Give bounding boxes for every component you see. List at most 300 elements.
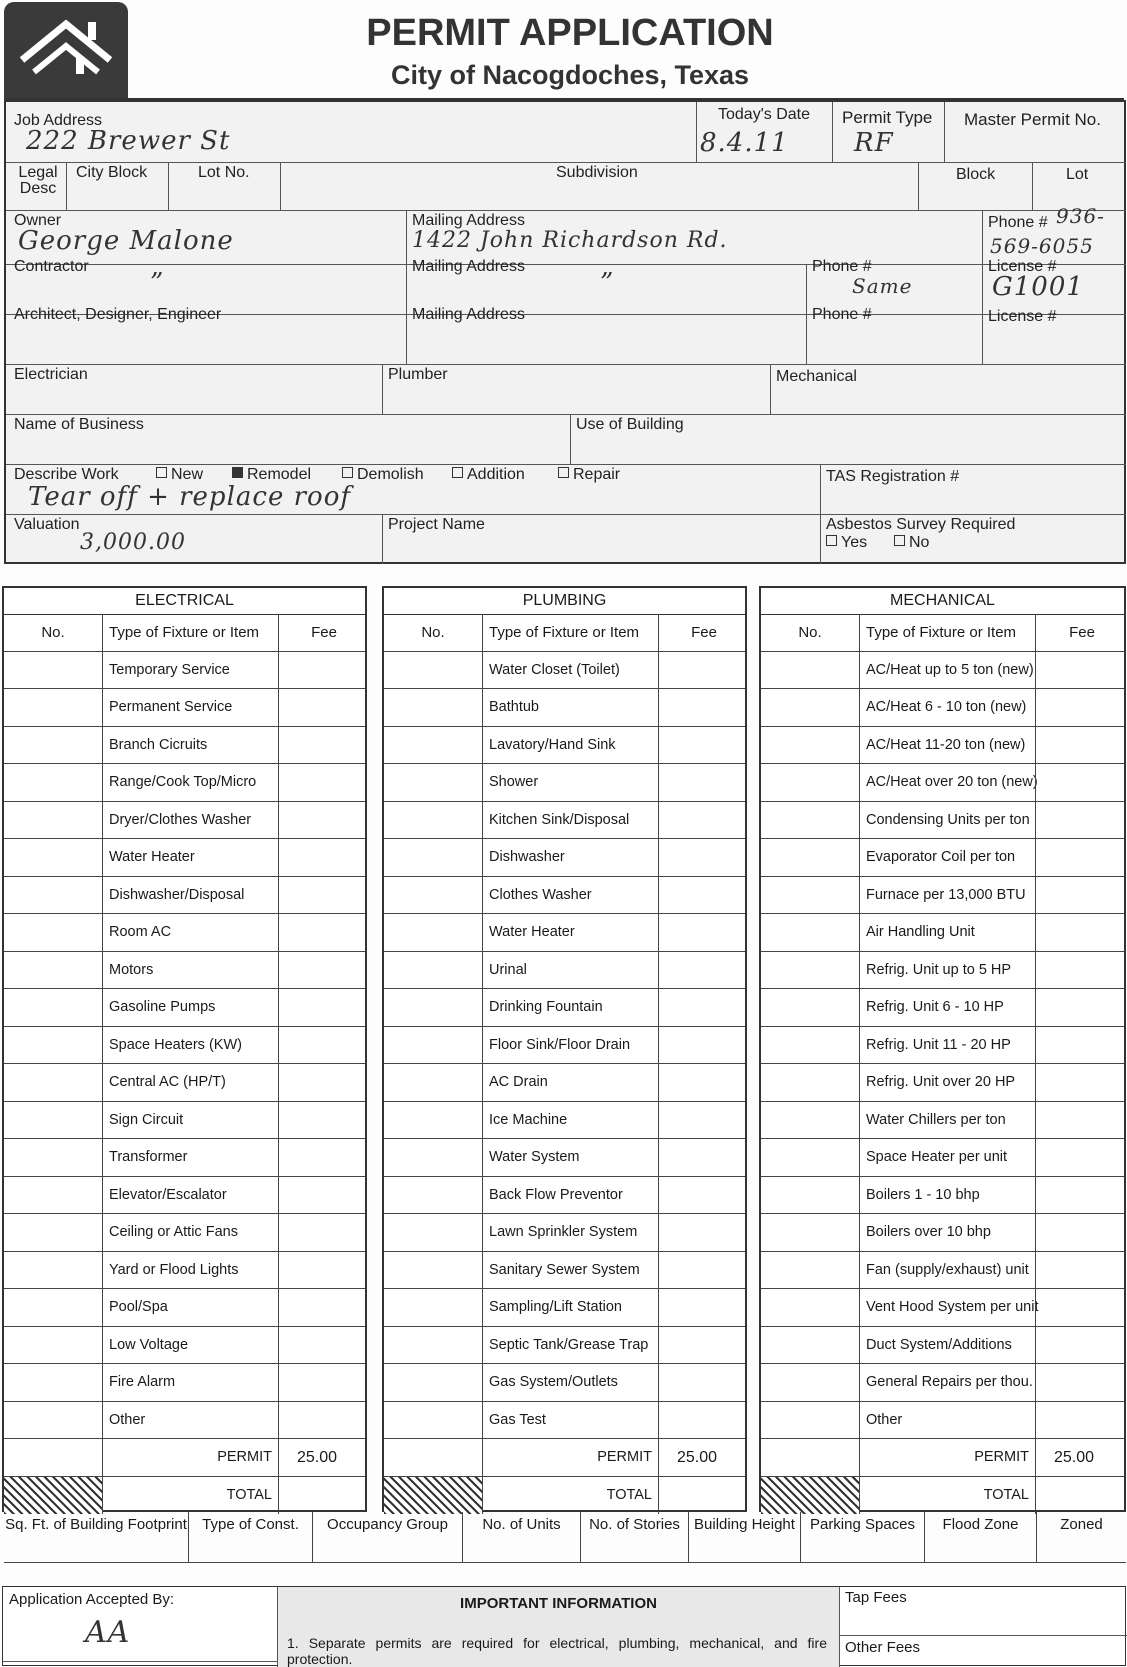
mechanical-fee-cell[interactable] <box>1035 1102 1127 1139</box>
plumbing-item-label: Sanitary Sewer System <box>482 1252 658 1289</box>
asbestos-label: Asbestos Survey Required <box>826 516 1016 533</box>
electrical-permit-fee[interactable]: 25.00 <box>278 1439 369 1476</box>
mechanical-fee-cell[interactable] <box>1035 1402 1127 1439</box>
electrical-fee-cell[interactable] <box>278 1177 369 1214</box>
page-title: PERMIT APPLICATION <box>366 12 774 54</box>
electrical-qty-cell[interactable] <box>4 689 102 726</box>
table-row <box>384 1214 745 1252</box>
mechanical-item-label: Refrig. Unit 11 - 20 HP <box>859 1027 1035 1064</box>
electrical-total-fee[interactable] <box>278 1477 369 1515</box>
table-row <box>4 727 365 765</box>
table-row <box>384 689 745 727</box>
mechanical-permit-fee[interactable]: 25.00 <box>1035 1439 1127 1476</box>
electrical-item-label: Central AC (HP/T) <box>102 1064 278 1101</box>
plumbing-item-label: Sampling/Lift Station <box>482 1289 658 1326</box>
tas-registration-label: TAS Registration # <box>826 468 960 485</box>
plumbing-fee-cell[interactable] <box>658 1289 749 1326</box>
building-info-field[interactable]: Occupancy Group <box>312 1512 462 1562</box>
mechanical-qty-cell[interactable] <box>761 652 859 689</box>
table-row <box>761 1402 1124 1440</box>
building-info-field[interactable]: Zoned <box>1036 1512 1126 1562</box>
plumbing-qty-cell[interactable] <box>384 1289 482 1326</box>
table-row <box>384 1327 745 1365</box>
permit-type-label: Permit Type <box>842 108 933 127</box>
mechanical-qty-cell[interactable] <box>761 839 859 876</box>
building-info-field[interactable]: Parking Spaces <box>800 1512 924 1562</box>
table-row <box>384 1364 745 1402</box>
table-row <box>4 764 365 802</box>
plumbing-qty-cell[interactable] <box>384 727 482 764</box>
mechanical-item-label: Furnace per 13,000 BTU <box>859 877 1035 914</box>
electrical-qty-cell[interactable] <box>4 1402 102 1439</box>
contractor-license-label: License # <box>988 258 1057 275</box>
plumbing-fee-cell[interactable] <box>658 1102 749 1139</box>
table-row <box>761 839 1124 877</box>
mechanical-qty-cell[interactable] <box>761 952 859 989</box>
table-row <box>384 614 745 652</box>
mechanical-item-label: Fan (supply/exhaust) unit <box>859 1252 1035 1289</box>
table-row <box>4 689 365 727</box>
electrical-qty-cell[interactable] <box>4 952 102 989</box>
plumbing-fee-cell[interactable] <box>658 727 749 764</box>
table-row <box>4 1364 365 1402</box>
applicant-form <box>4 100 1126 564</box>
plumbing-qty-cell[interactable] <box>384 1402 482 1439</box>
plumbing-fee-cell[interactable] <box>658 1064 749 1101</box>
electrical-fee-cell[interactable] <box>278 1364 369 1401</box>
table-row <box>384 1102 745 1140</box>
electrical-qty-cell[interactable] <box>4 1139 102 1176</box>
table-row <box>384 1064 745 1102</box>
plumbing-qty-cell[interactable] <box>384 1139 482 1176</box>
col-type-header: Type of Fixture or Item <box>482 614 658 651</box>
mechanical-item-label: Condensing Units per ton <box>859 802 1035 839</box>
contractor-phone-value[interactable]: Same <box>852 274 913 298</box>
owner-label: Owner <box>14 212 62 229</box>
architect-phone-label: Phone # <box>812 306 872 323</box>
architect-mailing-label: Mailing Address <box>412 306 525 323</box>
block-label: Block <box>956 166 996 183</box>
contractor-value[interactable]: ” <box>150 268 165 298</box>
electrical-qty-cell[interactable] <box>4 1177 102 1214</box>
plumbing-item-label: Back Flow Preventor <box>482 1177 658 1214</box>
electrical-qty-cell[interactable] <box>4 989 102 1026</box>
electrical-fee-cell[interactable] <box>278 839 369 876</box>
electrical-qty-cell[interactable] <box>4 1327 102 1364</box>
plumbing-fee-cell[interactable] <box>658 1402 749 1439</box>
col-no-header: No. <box>798 624 822 641</box>
mechanical-qty-cell[interactable] <box>761 764 859 801</box>
mechanical-fee-cell[interactable] <box>1035 802 1127 839</box>
electrical-item-label: Pool/Spa <box>102 1289 278 1326</box>
electrical-item-label: Water Heater <box>102 839 278 876</box>
work-option-remodel[interactable]: Remodel <box>232 466 311 484</box>
mechanical-title: MECHANICAL <box>761 588 1124 615</box>
col-no-header: No. <box>421 624 445 641</box>
electrical-item-label: Yard or Flood Lights <box>102 1252 278 1289</box>
table-row <box>384 952 745 990</box>
electrical-qty-cell[interactable] <box>4 1064 102 1101</box>
plumbing-qty-cell[interactable] <box>384 1327 482 1364</box>
electrical-qty-cell[interactable] <box>4 727 102 764</box>
plumbing-fee-cell[interactable] <box>658 1177 749 1214</box>
electrical-fee-cell[interactable] <box>278 914 369 951</box>
architect-license-label: License # <box>988 308 1057 325</box>
todays-date-value[interactable]: 8.4.11 <box>700 128 789 158</box>
plumbing-qty-cell[interactable] <box>384 914 482 951</box>
electrical-fee-cell[interactable] <box>278 727 369 764</box>
mechanical-qty-cell[interactable] <box>761 877 859 914</box>
plumbing-qty-cell[interactable] <box>384 877 482 914</box>
checkbox-icon <box>452 467 463 478</box>
plumbing-qty-cell[interactable] <box>384 1177 482 1214</box>
mechanical-fee-cell[interactable] <box>1035 727 1127 764</box>
table-row <box>761 652 1124 690</box>
electrical-fee-cell[interactable] <box>278 652 369 689</box>
plumbing-fee-cell[interactable] <box>658 952 749 989</box>
contractor-mailing-value[interactable]: ” <box>600 268 615 298</box>
table-row <box>384 1252 745 1290</box>
plumbing-fee-cell[interactable] <box>658 989 749 1026</box>
mechanical-fee-cell[interactable] <box>1035 1364 1127 1401</box>
electrical-item-label: Gasoline Pumps <box>102 989 278 1026</box>
electrical-qty-cell[interactable] <box>4 1027 102 1064</box>
table-row <box>384 914 745 952</box>
mechanical-item-label: Duct System/Additions <box>859 1327 1035 1364</box>
checkbox-icon <box>558 467 569 478</box>
work-option-new[interactable]: New <box>156 466 203 484</box>
table-row <box>761 914 1124 952</box>
electrical-total-hatch <box>4 1477 102 1515</box>
electrical-item-label: Permanent Service <box>102 689 278 726</box>
plumbing-fee-cell[interactable] <box>658 1139 749 1176</box>
important-info-title: IMPORTANT INFORMATION <box>460 1595 657 1612</box>
mechanical-fee-cell[interactable] <box>1035 989 1127 1026</box>
mechanical-qty-cell[interactable] <box>761 689 859 726</box>
electrical-qty-cell[interactable] <box>4 1364 102 1401</box>
electrical-item-label: Branch Cicruits <box>102 727 278 764</box>
plumbing-title: PLUMBING <box>384 588 745 615</box>
plumbing-qty-cell[interactable] <box>384 1102 482 1139</box>
plumbing-item-label: Gas System/Outlets <box>482 1364 658 1401</box>
building-info-field[interactable]: Type of Const. <box>188 1512 312 1562</box>
mechanical-item-label: Evaporator Coil per ton <box>859 839 1035 876</box>
plumbing-item-label: Gas Test <box>482 1402 658 1439</box>
electrical-item-label: Dishwasher/Disposal <box>102 877 278 914</box>
table-row <box>4 1064 365 1102</box>
plumbing-item-label: Drinking Fountain <box>482 989 658 1026</box>
electrical-fee-cell[interactable] <box>278 1064 369 1101</box>
owner-mailing-value[interactable]: 1422 John Richardson Rd. <box>412 228 728 253</box>
mechanical-qty-cell[interactable] <box>761 914 859 951</box>
table-row <box>4 1214 365 1252</box>
plumber-label: Plumber <box>388 366 448 383</box>
electrical-item-label: Sign Circuit <box>102 1102 278 1139</box>
plumbing-permit-label: PERMIT <box>482 1439 658 1476</box>
table-row <box>761 1364 1124 1402</box>
electrical-fee-cell[interactable] <box>278 1214 369 1251</box>
plumbing-qty-cell[interactable] <box>384 952 482 989</box>
work-description-value[interactable]: Tear off + replace roof <box>28 482 351 512</box>
electrical-qty-cell[interactable] <box>4 1102 102 1139</box>
plumbing-qty-cell[interactable] <box>384 764 482 801</box>
permit-type-value[interactable]: RF <box>854 128 894 158</box>
table-row <box>761 877 1124 915</box>
mechanical-fee-cell[interactable] <box>1035 1252 1127 1289</box>
electrical-qty-cell[interactable] <box>4 914 102 951</box>
table-row <box>761 952 1124 990</box>
table-row <box>4 1327 365 1365</box>
mechanical-fee-cell[interactable] <box>1035 1064 1127 1101</box>
plumbing-qty-cell[interactable] <box>384 652 482 689</box>
checkbox-icon <box>894 535 905 546</box>
mechanical-fee-cell[interactable] <box>1035 1289 1127 1326</box>
plumbing-fee-cell[interactable] <box>658 839 749 876</box>
city-block-label: City Block <box>76 164 148 181</box>
valuation-value[interactable]: 3,000.00 <box>80 530 186 555</box>
plumbing-item-label: Water System <box>482 1139 658 1176</box>
asbestos-no[interactable]: No <box>894 534 929 552</box>
mechanical-qty-cell[interactable] <box>761 1214 859 1251</box>
plumbing-permit-fee[interactable]: 25.00 <box>658 1439 749 1476</box>
tap-fees-label: Tap Fees <box>845 1589 907 1606</box>
mechanical-qty-cell[interactable] <box>761 727 859 764</box>
mechanical-item-label: AC/Heat 11-20 ton (new) <box>859 727 1035 764</box>
col-no-header: No. <box>41 624 65 641</box>
electrical-qty-cell[interactable] <box>4 1214 102 1251</box>
mechanical-fee-cell[interactable] <box>1035 652 1127 689</box>
plumbing-qty-cell[interactable] <box>384 1064 482 1101</box>
table-row <box>761 1139 1124 1177</box>
table-row <box>384 1027 745 1065</box>
table-row <box>761 1027 1124 1065</box>
table-row <box>761 1102 1124 1140</box>
accepted-by-label: Application Accepted By: <box>9 1591 175 1608</box>
work-option-demolish[interactable]: Demolish <box>342 466 424 484</box>
plumbing-fee-cell[interactable] <box>658 1252 749 1289</box>
electrical-qty-cell[interactable] <box>4 802 102 839</box>
plumbing-item-label: Shower <box>482 764 658 801</box>
mechanical-fee-cell[interactable] <box>1035 764 1127 801</box>
table-row <box>384 802 745 840</box>
lot-no-label: Lot No. <box>198 164 250 181</box>
table-row <box>4 989 365 1027</box>
plumbing-fee-cell[interactable] <box>658 802 749 839</box>
plumbing-item-label: Bathtub <box>482 689 658 726</box>
table-row <box>4 614 365 652</box>
table-row <box>761 689 1124 727</box>
mechanical-fee-cell[interactable] <box>1035 1327 1127 1364</box>
work-option-repair[interactable]: Repair <box>558 466 620 484</box>
table-row <box>384 764 745 802</box>
electrical-fee-cell[interactable] <box>278 877 369 914</box>
mechanical-total-label: TOTAL <box>859 1477 1035 1515</box>
table-row <box>4 1139 365 1177</box>
electrical-fee-cell[interactable] <box>278 1327 369 1364</box>
electrical-item-label: Elevator/Escalator <box>102 1177 278 1214</box>
building-info-field[interactable]: Building Height <box>688 1512 800 1562</box>
mechanical-fee-cell[interactable] <box>1035 1027 1127 1064</box>
plumbing-qty-cell[interactable] <box>384 689 482 726</box>
mechanical-fee-cell[interactable] <box>1035 689 1127 726</box>
electrical-fee-cell[interactable] <box>278 1139 369 1176</box>
owner-phone-value-1[interactable]: 936- <box>1056 204 1105 228</box>
table-row <box>4 1252 365 1290</box>
mechanical-fee-cell[interactable] <box>1035 1139 1127 1176</box>
table-row <box>384 727 745 765</box>
table-row <box>384 1439 745 1477</box>
plumbing-item-label: Floor Sink/Floor Drain <box>482 1027 658 1064</box>
mechanical-fee-cell[interactable] <box>1035 839 1127 876</box>
table-row <box>384 1402 745 1440</box>
checked-checkbox-icon <box>232 467 243 478</box>
plumbing-item-label: Lawn Sprinkler System <box>482 1214 658 1251</box>
mechanical-qty-cell[interactable] <box>761 1027 859 1064</box>
electrical-item-label: Fire Alarm <box>102 1364 278 1401</box>
table-row <box>761 764 1124 802</box>
electrical-fee-cell[interactable] <box>278 1102 369 1139</box>
table-row <box>761 1477 1124 1515</box>
electrical-fee-cell[interactable] <box>278 1252 369 1289</box>
contractor-license-value[interactable]: G1001 <box>992 272 1084 302</box>
building-info-field[interactable]: Flood Zone <box>924 1512 1036 1562</box>
mechanical-item-label: Space Heater per unit <box>859 1139 1035 1176</box>
plumbing-qty-cell[interactable] <box>384 802 482 839</box>
electrical-item-label: Transformer <box>102 1139 278 1176</box>
plumbing-fee-cell[interactable] <box>658 914 749 951</box>
owner-value[interactable]: George Malone <box>18 226 234 256</box>
plumbing-qty-cell[interactable] <box>384 1027 482 1064</box>
electrical-item-label: Space Heaters (KW) <box>102 1027 278 1064</box>
mechanical-item-label: AC/Heat over 20 ton (new) <box>859 764 1035 801</box>
plumbing-fee-cell[interactable] <box>658 652 749 689</box>
mechanical-fee-cell[interactable] <box>1035 1177 1127 1214</box>
mechanical-qty-cell[interactable] <box>761 1177 859 1214</box>
building-info-field[interactable]: No. of Stories <box>580 1512 688 1562</box>
valuation-label: Valuation <box>14 516 80 533</box>
contractor-label: Contractor <box>14 258 89 275</box>
checkbox-icon <box>826 535 837 546</box>
business-label: Name of Business <box>14 416 144 433</box>
electrical-qty-cell[interactable] <box>4 652 102 689</box>
table-row <box>4 839 365 877</box>
electrical-fee-cell[interactable] <box>278 1402 369 1439</box>
mechanical-qty-cell[interactable] <box>761 989 859 1026</box>
other-fees-label: Other Fees <box>845 1639 921 1656</box>
mechanical-qty-cell[interactable] <box>761 1064 859 1101</box>
electrical-item-label: Range/Cook Top/Micro <box>102 764 278 801</box>
plumbing-item-label: Clothes Washer <box>482 877 658 914</box>
plumbing-qty-cell[interactable] <box>384 839 482 876</box>
electrical-fee-cell[interactable] <box>278 764 369 801</box>
table-row <box>4 1177 365 1215</box>
plumbing-fee-cell[interactable] <box>658 1364 749 1401</box>
table-row <box>4 1439 365 1477</box>
table-row <box>4 1027 365 1065</box>
plumbing-fee-cell[interactable] <box>658 689 749 726</box>
electrical-qty-cell[interactable] <box>4 877 102 914</box>
plumbing-qty-cell[interactable] <box>384 1214 482 1251</box>
electrical-fee-cell[interactable] <box>278 802 369 839</box>
building-info-field[interactable]: No. of Units <box>462 1512 580 1562</box>
plumbing-fee-cell[interactable] <box>658 1027 749 1064</box>
mechanical-fee-cell[interactable] <box>1035 914 1127 951</box>
mechanical-qty-cell[interactable] <box>761 1139 859 1176</box>
plumbing-qty-cell[interactable] <box>384 1252 482 1289</box>
plumbing-fee-cell[interactable] <box>658 1327 749 1364</box>
mechanical-qty-cell[interactable] <box>761 1364 859 1401</box>
electrical-fee-cell[interactable] <box>278 952 369 989</box>
mechanical-fee-cell[interactable] <box>1035 877 1127 914</box>
building-info-field[interactable]: Sq. Ft. of Building Footprint <box>5 1516 187 1533</box>
asbestos-yes[interactable]: Yes <box>826 534 867 552</box>
mechanical-total-hatch <box>761 1477 859 1515</box>
table-row <box>384 1477 745 1515</box>
table-row <box>761 1252 1124 1290</box>
owner-phone-value-2[interactable]: 569-6055 <box>990 234 1094 258</box>
plumbing-qty-cell[interactable] <box>384 1364 482 1401</box>
plumbing-fee-cell[interactable] <box>658 877 749 914</box>
electrical-qty-cell[interactable] <box>4 1289 102 1326</box>
electrical-fee-cell[interactable] <box>278 1289 369 1326</box>
electrical-item-label: Other <box>102 1402 278 1439</box>
plumbing-item-label: Dishwasher <box>482 839 658 876</box>
electrical-title: ELECTRICAL <box>4 588 365 615</box>
mechanical-fee-cell[interactable] <box>1035 1214 1127 1251</box>
mechanical-qty-cell[interactable] <box>761 1102 859 1139</box>
mechanical-qty-cell[interactable] <box>761 1327 859 1364</box>
legal-desc-label: Legal Desc <box>18 164 58 197</box>
plumbing-total-fee[interactable] <box>658 1477 749 1515</box>
col-fee-header: Fee <box>1035 614 1127 651</box>
electrical-qty-cell[interactable] <box>4 764 102 801</box>
mechanical-total-fee[interactable] <box>1035 1477 1127 1515</box>
electrical-fee-cell[interactable] <box>278 989 369 1026</box>
job-address-value[interactable]: 222 Brewer St <box>26 126 231 156</box>
plumbing-fee-cell[interactable] <box>658 764 749 801</box>
mechanical-qty-cell[interactable] <box>761 1289 859 1326</box>
electrical-qty-cell[interactable] <box>4 839 102 876</box>
electrical-fee-cell[interactable] <box>278 1027 369 1064</box>
electrical-fee-cell[interactable] <box>278 689 369 726</box>
electrical-qty-cell[interactable] <box>4 1252 102 1289</box>
mechanical-qty-cell[interactable] <box>761 1252 859 1289</box>
table-row <box>384 989 745 1027</box>
accepted-by-signature: AA <box>85 1615 131 1650</box>
plumbing-qty-cell[interactable] <box>384 989 482 1026</box>
electrical-item-label: Dryer/Clothes Washer <box>102 802 278 839</box>
subdivision-label: Subdivision <box>556 164 638 181</box>
table-row <box>384 1177 745 1215</box>
plumbing-fee-cell[interactable] <box>658 1214 749 1251</box>
table-row <box>4 1289 365 1327</box>
owner-mailing-label: Mailing Address <box>412 212 525 229</box>
table-row <box>4 952 365 990</box>
electrical-total-label: TOTAL <box>102 1477 278 1515</box>
col-type-header: Type of Fixture or Item <box>102 614 278 651</box>
plumbing-item-label: AC Drain <box>482 1064 658 1101</box>
mechanical-fee-cell[interactable] <box>1035 952 1127 989</box>
table-row <box>761 1439 1124 1477</box>
mechanical-qty-cell[interactable] <box>761 1402 859 1439</box>
mechanical-qty-cell[interactable] <box>761 802 859 839</box>
table-row <box>761 1177 1124 1215</box>
table-row <box>761 989 1124 1027</box>
electrical-item-label: Ceiling or Attic Fans <box>102 1214 278 1251</box>
work-option-addition[interactable]: Addition <box>452 466 525 484</box>
plumbing-item-label: Urinal <box>482 952 658 989</box>
electrical-permit-qty <box>4 1439 102 1476</box>
